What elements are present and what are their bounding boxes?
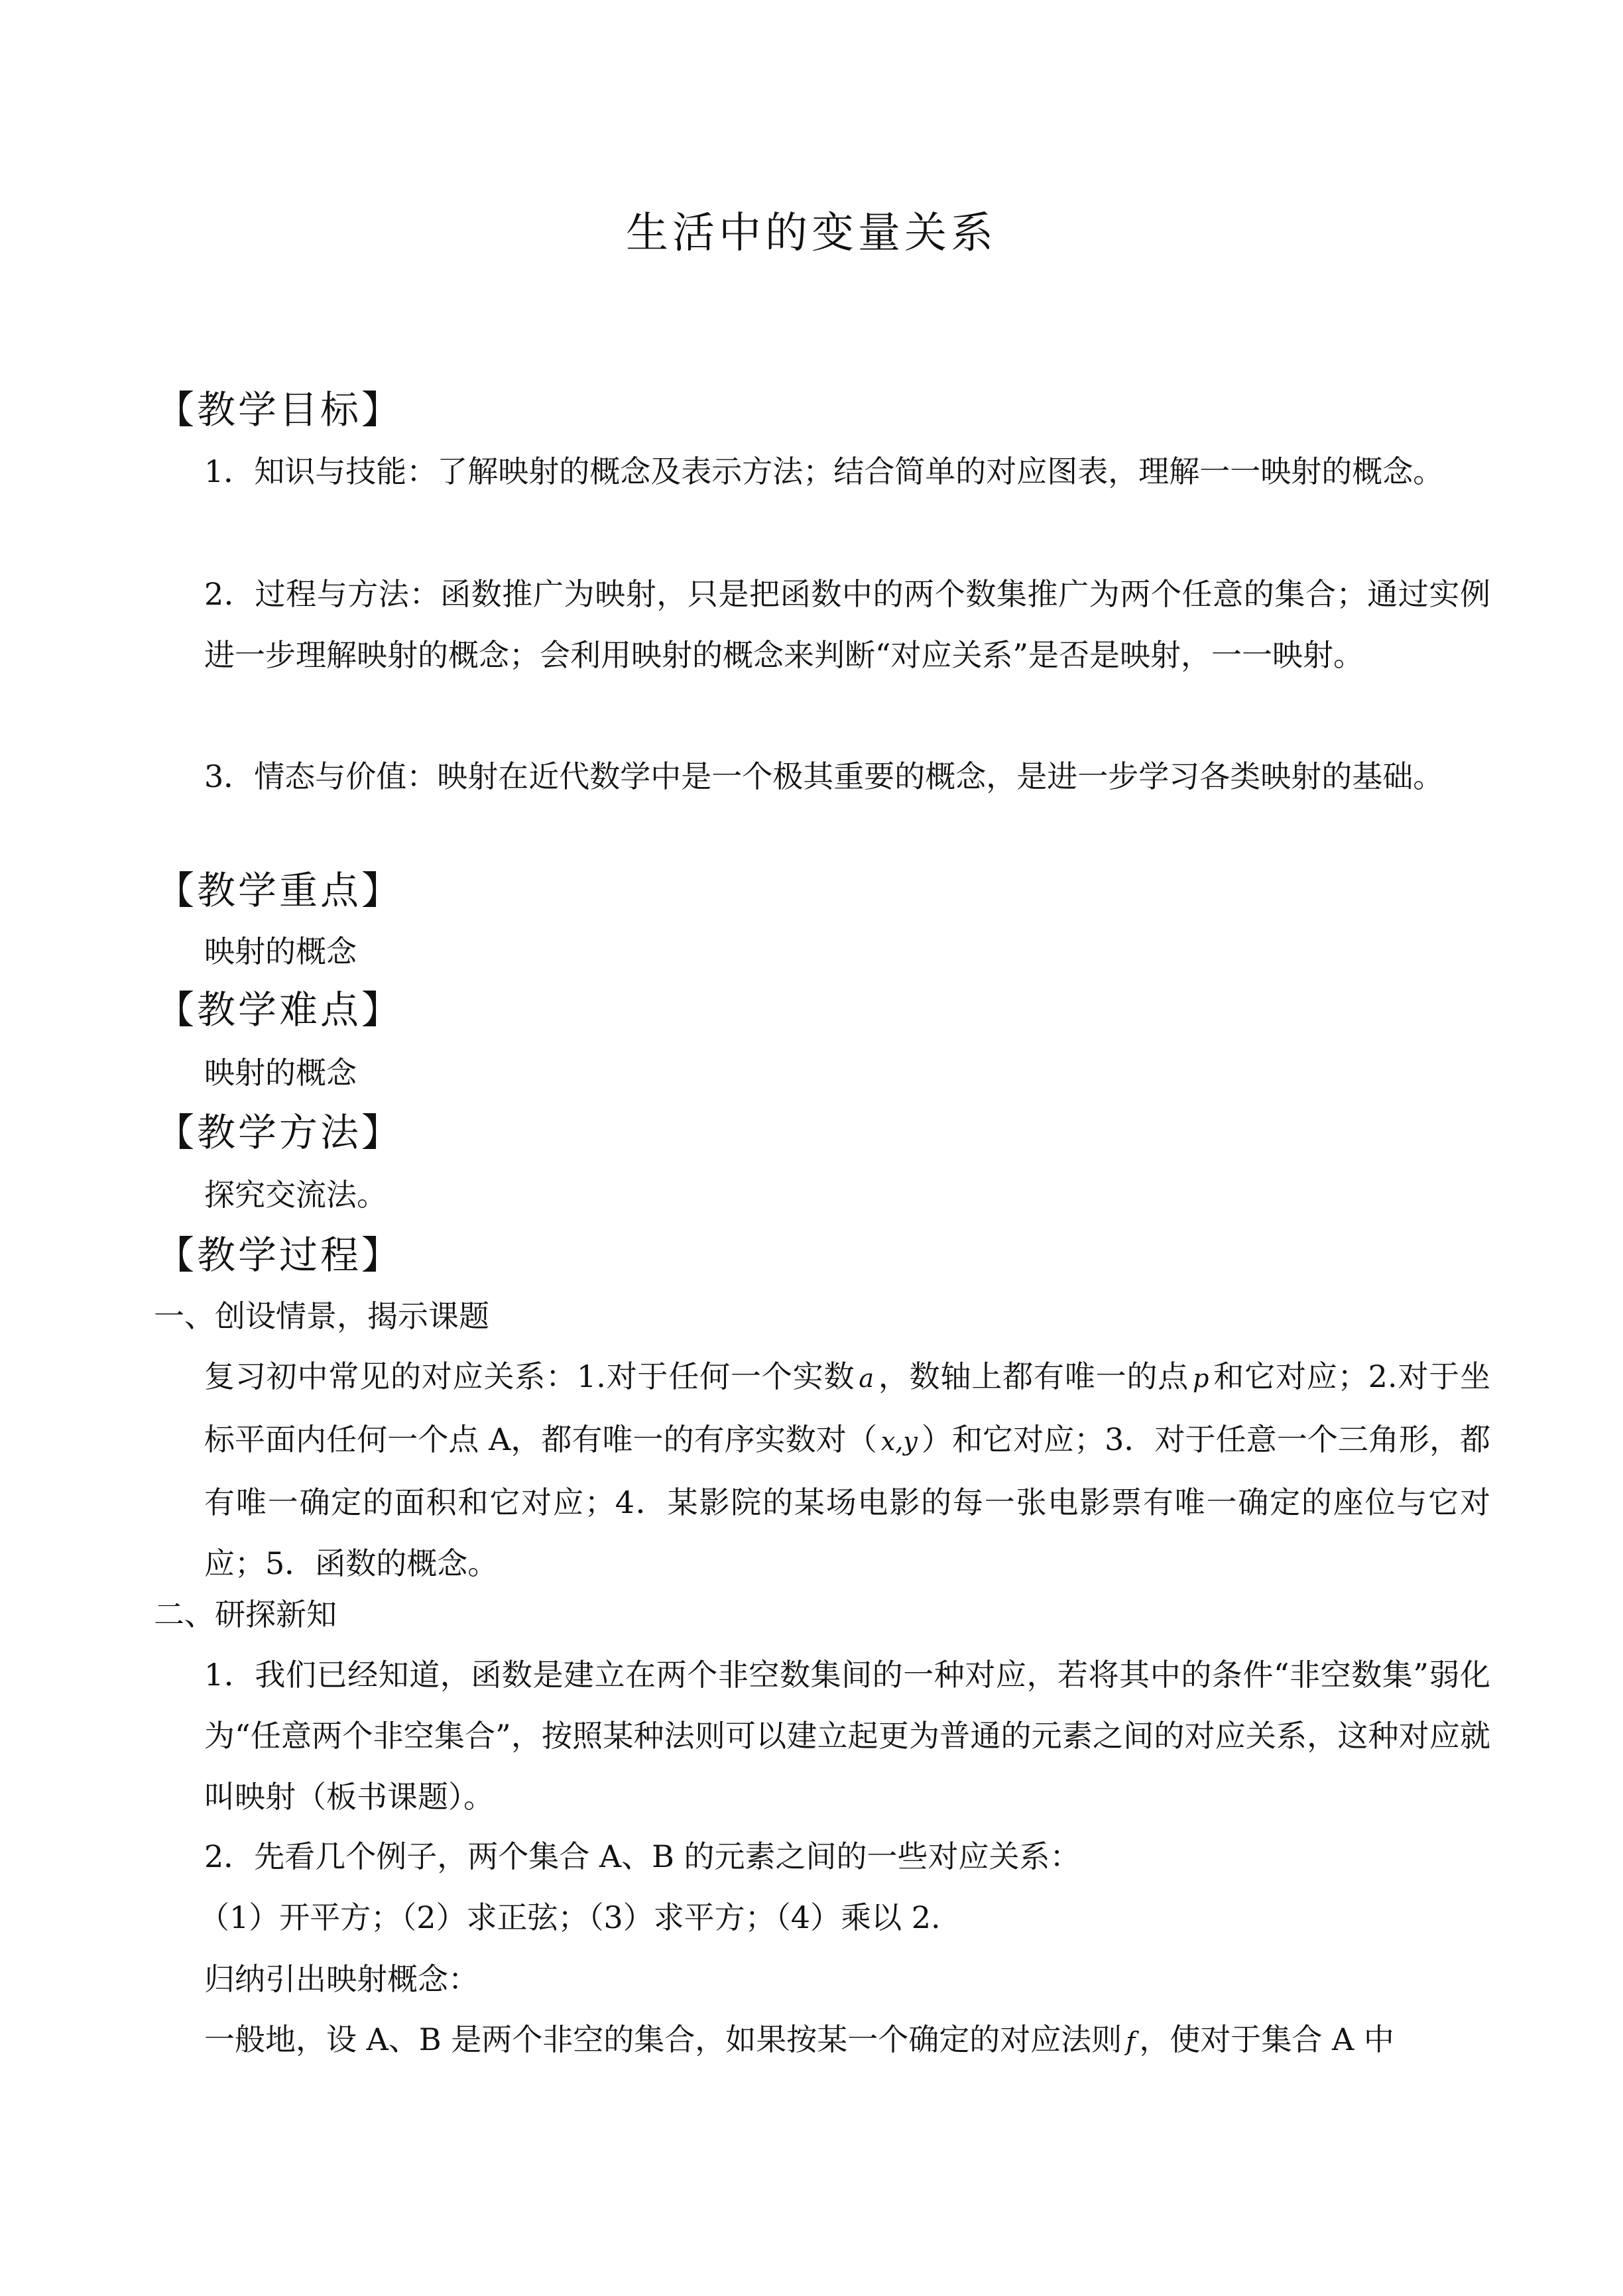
methods-text: 探究交流法。 bbox=[204, 1177, 387, 1213]
text-run: ，数轴上都有唯一的点 bbox=[878, 1359, 1189, 1394]
variable-xy: x,y bbox=[880, 1427, 918, 1456]
section-two-heading: 二、研探新知 bbox=[154, 1597, 337, 1632]
text-run: 复习初中常见的对应关系：1.对于任何一个实数 bbox=[204, 1359, 855, 1394]
goal-item-2: 2．过程与方法：函数推广为映射，只是把函数中的两个数集推广为两个任意的集合；通过实例进一步理解映射的概念；会利用映射的概念来判断“对应关系”是否是映射，一一映射。 bbox=[204, 576, 1490, 673]
section-two-paragraph-5 bbox=[204, 2020, 1490, 2061]
section-two-paragraph-2: 2．先看几个例子，两个集合 A、B 的元素之间的一些对应关系： bbox=[204, 1839, 1081, 1874]
goal-item-1: 1．知识与技能：了解映射的概念及表示方法；结合简单的对应图表，理解一一映射的概念。 bbox=[204, 453, 1444, 489]
text-run: 一般地，设 A、B 是两个非空的集合，如果按某一个确定的对应法则 bbox=[204, 2022, 1122, 2057]
heading-difficulties: 【教学难点】 bbox=[156, 987, 403, 1032]
goal-item-3: 3．情态与价值：映射在近代数学中是一个极其重要的概念，是进一步学习各类映射的基础。 bbox=[204, 758, 1444, 794]
page-title: 生活中的变量关系 bbox=[626, 209, 997, 258]
variable-f: f bbox=[1126, 2027, 1136, 2056]
section-one-paragraph bbox=[204, 1346, 1490, 1594]
text-run: ，使对于集合 A 中 bbox=[1139, 2022, 1394, 2057]
heading-process: 【教学过程】 bbox=[156, 1233, 403, 1278]
variable-a: a bbox=[859, 1364, 874, 1393]
key-points-text: 映射的概念 bbox=[204, 934, 357, 969]
section-two-paragraph-1: 1．我们已经知道，函数是建立在两个非空数集间的一种对应，若将其中的条件“非空数集”弱化为“任意两个非空集合”，按照某种法则可以建立起更为普通的元素之间的对应关系，这种对应就叫映射（板书课题）。 bbox=[204, 1657, 1490, 1815]
heading-methods: 【教学方法】 bbox=[156, 1110, 403, 1155]
heading-key-points: 【教学重点】 bbox=[156, 868, 403, 913]
difficulties-text: 映射的概念 bbox=[204, 1055, 357, 1091]
variable-p: p bbox=[1193, 1364, 1209, 1393]
section-two-paragraph-4: 归纳引出映射概念： bbox=[204, 1961, 479, 1997]
heading-teaching-goals: 【教学目标】 bbox=[156, 387, 403, 432]
text-run: ）和它对应；3．对于任意一个三角形，都有唯一确定的面积和它对应；4．某影院的某场电影的每一张电影票有唯一确定的座位与它对应；5．函数的概念。 bbox=[204, 1421, 1490, 1581]
section-two-examples: （1）开平方；（2）求正弦；（3）求平方；（4）乘以 2. bbox=[199, 1900, 941, 1935]
section-one-heading: 一、创设情景，揭示课题 bbox=[154, 1298, 489, 1334]
text-run: 和它对应；2.对于坐标平面内任何一个点 A，都有唯一的有序实数对（ bbox=[204, 1359, 1491, 1457]
